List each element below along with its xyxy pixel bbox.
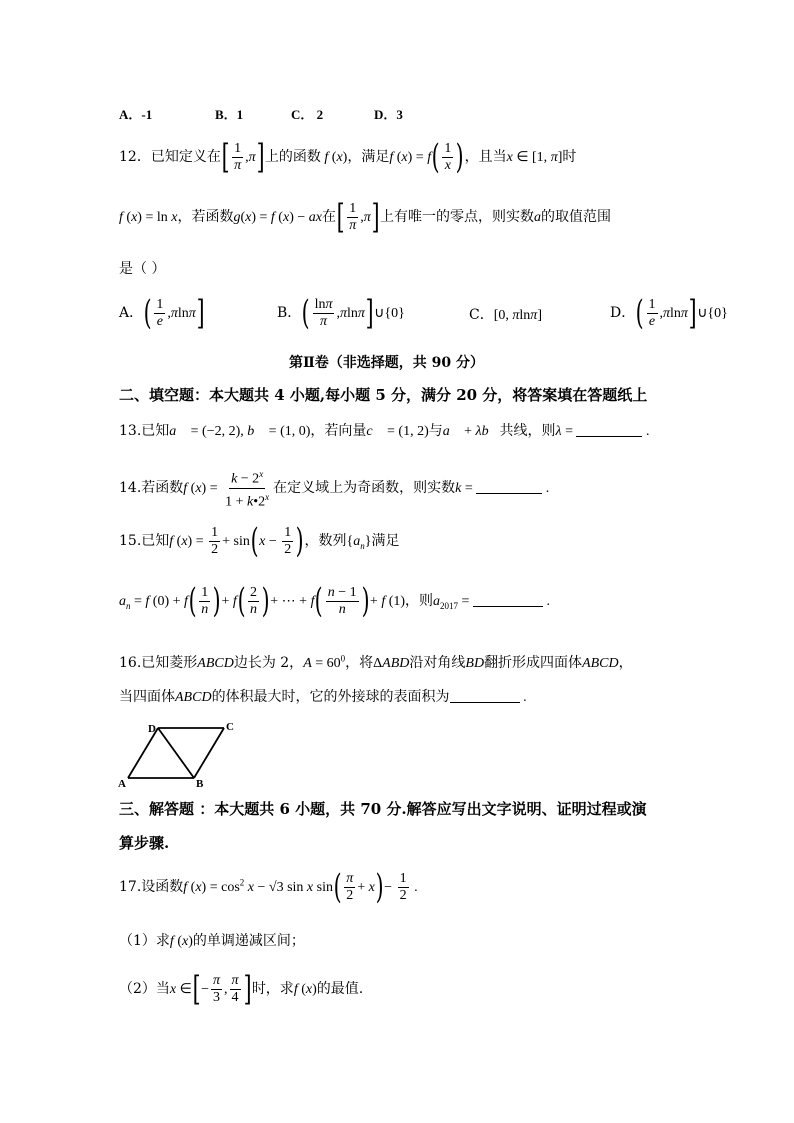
q13-text: ，若向量 [310,423,367,439]
q15-number: 15. [119,533,142,549]
q12-text: ，若函数 [177,209,234,225]
option-label: B． [277,305,302,321]
rhombus-figure [116,716,246,788]
option-label: C． [469,307,494,323]
q12-option-d: D．( $\frac{1}{e}$ ,πlnπ]∪{0} [610,293,728,333]
q13-number: 13. [119,423,142,439]
q16-text: 边长为 2， [233,655,304,671]
q13-text: 共线，则 [499,423,556,439]
q12-line-3 [119,258,165,278]
q15-text: ，则 [405,593,434,609]
q12-option-c: C．[0, πlnπ] [469,307,542,323]
q12-answer-paren: 是（ ） [119,261,166,277]
q16-text: 当四面体 [119,689,175,705]
section-2-title: 第Ⅱ卷（非选择题，共 90 分） [289,355,485,371]
q17-text: 设函数 [141,879,184,895]
q16-answer-blank[interactable] [450,688,520,703]
q12-text: 已知定义在 [150,149,221,165]
q17-part-1: （1）求f (x)的单调递减区间； [119,933,305,949]
q13-text: 已知 [141,423,170,439]
q12-option-b: B．( $\frac{\ln\pi}{\pi}$ ,πlnπ]∪{0} [277,293,405,333]
q14: 14.若函数f (x) = $\frac{k - 2^x}{1 + k•2^x}$ 在定义域上为奇函数，则实数k = . [119,466,549,510]
q17-number: 17. [119,879,142,895]
q17-part-2: （2）当x ∈[− $\frac{\pi}{3}$ , $\frac{\pi}{4}$ ]时，求f (x)的最值. [119,969,364,1009]
q17-text: （2）当 [119,981,170,997]
vertex-label-c: C [226,721,234,733]
q17: 17.设函数f $(x) = \cos^2 x - √3$ sin x sin( $\frac{\pi}{2}$ + x)− $\frac{1}{2}$ . [119,867,418,907]
q16-text: 已知菱形 [141,655,198,671]
edge-ad [128,728,158,778]
section-2-heading: 二、填空题：本大题共 4 小题,每小题 5 分，满分 20 分，将答案填在答题纸上 [119,386,648,404]
q12-options [119,293,759,338]
q12-text: ，且当 [464,149,507,165]
q11-option-b: B．1 [215,107,244,122]
q12-text: 上的函数 [264,149,321,165]
q14-text: 若函数 [141,480,184,497]
q12-text: 时 [562,149,577,165]
q15-text: 已知 [141,533,170,549]
q12-number: 12． [119,149,151,165]
section-3-heading-line-2: 算步骤. [119,834,170,852]
q15-text: ，数列 [304,533,347,549]
vertex-label-b: B [196,778,204,788]
section-3-heading-line-1: 三、解答题 ：本大题共 6 小题，共 70 分.解答应写出文字说明、证明过程或演 [119,800,647,818]
q12-option-a: A．( $\frac{1}{e}$ ,πlnπ] [119,293,205,333]
q15-answer-blank[interactable] [473,592,543,607]
q12-text: 的取值范围 [541,209,612,225]
q16-line-2: 当四面体ABCD的体积最大时，它的外接球的表面积为 . [119,689,527,705]
q16-line-1: 16.已知菱形ABCD边长为 2，$A = 60^0$，将ΔABD沿对角线BD翻折形成四面体ABCD， [119,653,633,671]
q16-number: 16. [119,655,142,671]
q17-text: 的最值. [316,981,364,997]
vertex-label-a: A [118,778,126,788]
q17-text: 时，求 [251,981,294,997]
q12-line-1: 12．已知定义在[ $\frac{1}{\pi}$ ,π]上的函数 f (x)，满足f (x) = f( $\frac{1}{x}$ )，且当x ∈ [1, π]时 [119,137,577,177]
diagonal-bd [158,728,194,778]
q12-line-2: f (x) = ln x，若函数g(x) = f (x) − ax在[ $\frac{1}{\pi}$ ,π]上有唯一的零点，则实数a的取值范围 [119,197,612,237]
vertex-label-d: D [148,723,156,735]
edge-bc [194,728,224,778]
q16-text: ， [618,655,633,671]
option-label: D． [610,305,636,321]
q17-text: （1）求 [119,933,170,949]
q15-line-1: 15.已知f (x) = $\frac{1}{2}$ + sin(x − $\frac{1}{2}$ )，数列$\{a_n\}$满足 [119,521,400,561]
q17-text: 的单调递减区间； [192,933,305,949]
q16-text: 翻折形成四面体 [484,655,583,671]
q14-answer-blank[interactable] [476,479,542,494]
option-label: A． [119,305,144,321]
q11-option-d: D．3 [374,107,403,122]
q14-number: 14. [119,480,142,497]
q12-text: ，满足 [347,149,390,165]
q11-option-a: A．-1 [119,107,153,122]
q12-text: 上有唯一的零点，则实数 [380,209,535,225]
q16-text: ，将 [345,655,374,671]
q16-text: 沿对角线 [409,655,466,671]
q13: 13.已知a⃗ = (−2, 2), b⃗ = (1, 0)，若向量c⃗ = (1, 2)与a⃗ + λb⃗共线，则λ = . [119,423,650,439]
q15-text: 满足 [371,533,400,549]
q11-option-c: C． 2 [291,107,324,122]
q16-text: 的体积最大时，它的外接球的表面积为 [211,689,450,705]
q12-text: 在 [321,209,336,225]
q13-answer-blank[interactable] [576,422,642,437]
q13-text: 与 [428,423,443,439]
q15-line-2: $a_n = f$ (0) + f( $\frac{1}{n}$ )+ f( $\frac{2}{n}$ )+ ⋯ + f( $\frac{n - 1}{n}$ )+ f (1)，则$a_{2017}$ = . [119,581,550,621]
q14-text: 在定义域上为奇函数，则实数 [273,480,456,497]
